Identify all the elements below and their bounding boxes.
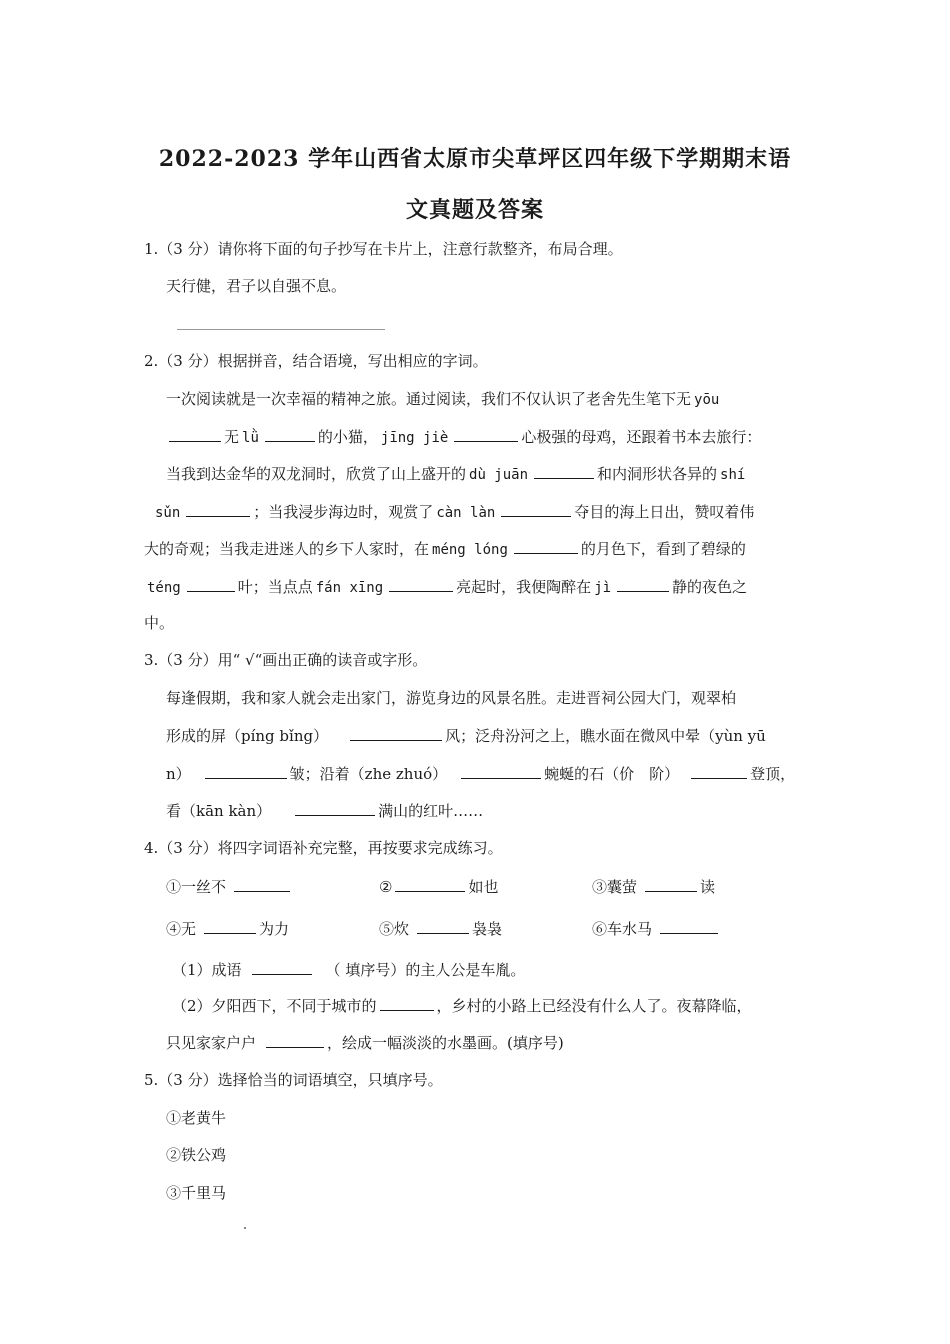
answer-blank[interactable] [205,762,287,779]
pinyin: dù juān [469,467,529,483]
pinyin: jīng jiè [380,430,449,446]
answer-blank[interactable] [187,575,235,592]
document-title-line1: 2022-2023 学年山西省太原市尖草坪区四年级下学期期末语 [158,146,792,172]
pinyin: yōu [694,392,720,408]
q4-item-4 [166,917,289,940]
q4-text: 为力 [259,920,290,938]
answer-blank[interactable] [252,958,312,975]
page-speck [244,1227,246,1229]
q4-text: ② [379,878,393,896]
q2-text: 无 [224,428,240,446]
q4-item-5 [379,917,502,940]
q4-text: 只见家家户户 [166,1034,257,1052]
q3-text: 皱；沿着（zhe zhuó） [289,765,448,783]
q3-text: 看（kān kàn） [166,802,272,820]
q3-line3 [166,762,795,785]
answer-blank[interactable] [169,425,221,442]
q4-text: 读 [700,878,716,896]
q5-option-3: ③千里马 [166,1184,227,1202]
answer-blank[interactable] [395,875,465,892]
q3-stem: 3.（3 分）用“ √“画出正确的读音或字形。 [144,651,428,669]
q4-text: 如也 [468,878,499,896]
q4-sub1 [172,958,525,981]
answer-blank[interactable] [266,1031,324,1048]
q3-text: 蜿蜒的石（价 阶） [544,765,680,783]
q2-text: 当我到达金华的双龙洞时，欣赏了山上盛开的 [166,465,467,483]
q4-text: 袅袅 [472,920,503,938]
answer-blank[interactable] [295,799,375,816]
answer-blank[interactable] [350,724,442,741]
answer-blank[interactable] [454,425,518,442]
answer-blank[interactable] [417,917,469,934]
q4-item-1 [166,875,293,898]
q4-item-6 [592,917,721,940]
pinyin: méng lóng [432,542,508,558]
answer-blank[interactable] [234,875,290,892]
q4-text: ，乡村的小路上已经没有什么人了。夜幕降临， [436,997,752,1015]
q3-line4 [166,799,483,822]
q3-text: 风；泛舟汾河之上，瞧水面在微风中晕（yùn yū [445,727,766,745]
q4-sub2 [172,994,752,1017]
answer-blank[interactable] [389,575,453,592]
q5-stem: 5.（3 分）选择恰当的词语填空，只填序号。 [144,1071,443,1089]
answer-blank[interactable] [265,425,315,442]
answer-blank[interactable] [617,575,669,592]
q3-text: 形成的屏（píng bǐng） [166,727,329,745]
q3-text: 满山的红叶…… [378,802,484,820]
q5-option-2: ②铁公鸡 [166,1146,227,1164]
answer-blank[interactable] [380,994,434,1011]
answer-blank[interactable] [514,537,578,554]
q5-option-1: ①老黄牛 [166,1109,227,1127]
q4-sub3 [166,1031,564,1054]
q2-text: 和内洞形状各异的 [597,465,718,483]
q2-text: 一次阅读就是一次幸福的精神之旅。通过阅读，我们不仅认识了老舍先生笔下无 [166,390,692,408]
q2-text: 的月色下，看到了碧绿的 [580,540,746,558]
pinyin: shí [720,467,746,483]
q2-line5 [144,537,746,561]
q4-text: ③囊萤 [592,878,638,896]
answer-blank[interactable] [204,917,256,934]
q2-text: 的小猫， [317,428,378,446]
answer-blank[interactable] [186,500,250,517]
pinyin: jì [594,580,612,596]
q2-line7: 中。 [144,614,175,632]
answer-blank[interactable] [645,875,697,892]
q4-item-2 [379,875,498,898]
q4-text: ④无 [166,920,197,938]
q4-text: ⑥车水马 [592,920,653,938]
pinyin: lǜ [242,430,259,446]
q4-text: ①一丝不 [166,878,227,896]
q2-line6 [144,575,747,599]
answer-blank[interactable] [461,762,541,779]
q1-sentence: 天行健，君子以自强不息。 [166,277,347,295]
q2-text: 叶；当点点 [237,578,313,596]
q4-stem: 4.（3 分）将四字词语补充完整，再按要求完成练习。 [144,839,503,857]
q4-text: ，绘成一幅淡淡的水墨画。(填序号) [327,1034,564,1052]
q2-text: 心极强的母鸡，还跟着书本去旅行： [521,428,762,446]
q3-line2 [166,724,766,747]
q2-text: 静的夜色之 [672,578,748,596]
answer-blank[interactable] [534,462,594,479]
q4-text: （ 填序号）的主人公是车胤。 [325,961,526,979]
q4-text: ⑤炊 [379,920,410,938]
q2-line3 [166,462,748,486]
document-title-line2: 文真题及答案 [405,197,544,223]
pinyin: fán xīng [315,580,384,596]
q3-text: 登顶， [750,765,796,783]
q1-stem: 1.（3 分）请你将下面的句子抄写在卡片上，注意行款整齐，布局合理。 [144,240,623,258]
q2-text: 大的奇观；当我走进迷人的乡下人家时，在 [144,540,430,558]
answer-blank[interactable] [691,762,747,779]
q2-line1 [166,388,722,411]
q3-line1: 每逢假期，我和家人就会走出家门，游览身边的风景名胜。走进晋祠公园大门，观翠柏 [166,689,737,707]
q2-line2 [166,425,761,449]
q2-text: 夺目的海上日出，赞叹着伟 [574,503,755,521]
answer-blank[interactable] [660,917,718,934]
q2-text: ；当我浸步海边时，观赏了 [253,503,434,521]
answer-blank[interactable] [501,500,571,517]
pinyin: téng [147,580,181,596]
q2-text: 亮起时，我便陶醉在 [456,578,592,596]
pinyin: sǔn [155,505,181,521]
q4-text: （2）夕阳西下，不同于城市的 [172,997,377,1015]
q2-stem: 2.（3 分）根据拼音，结合语境，写出相应的字词。 [144,352,488,370]
q1-copy-line[interactable] [177,329,385,330]
q4-text: （1）成语 [172,961,242,979]
q3-text: n） [166,765,191,783]
q4-item-3 [592,875,715,898]
q2-line4 [152,500,754,524]
pinyin: càn làn [436,505,496,521]
